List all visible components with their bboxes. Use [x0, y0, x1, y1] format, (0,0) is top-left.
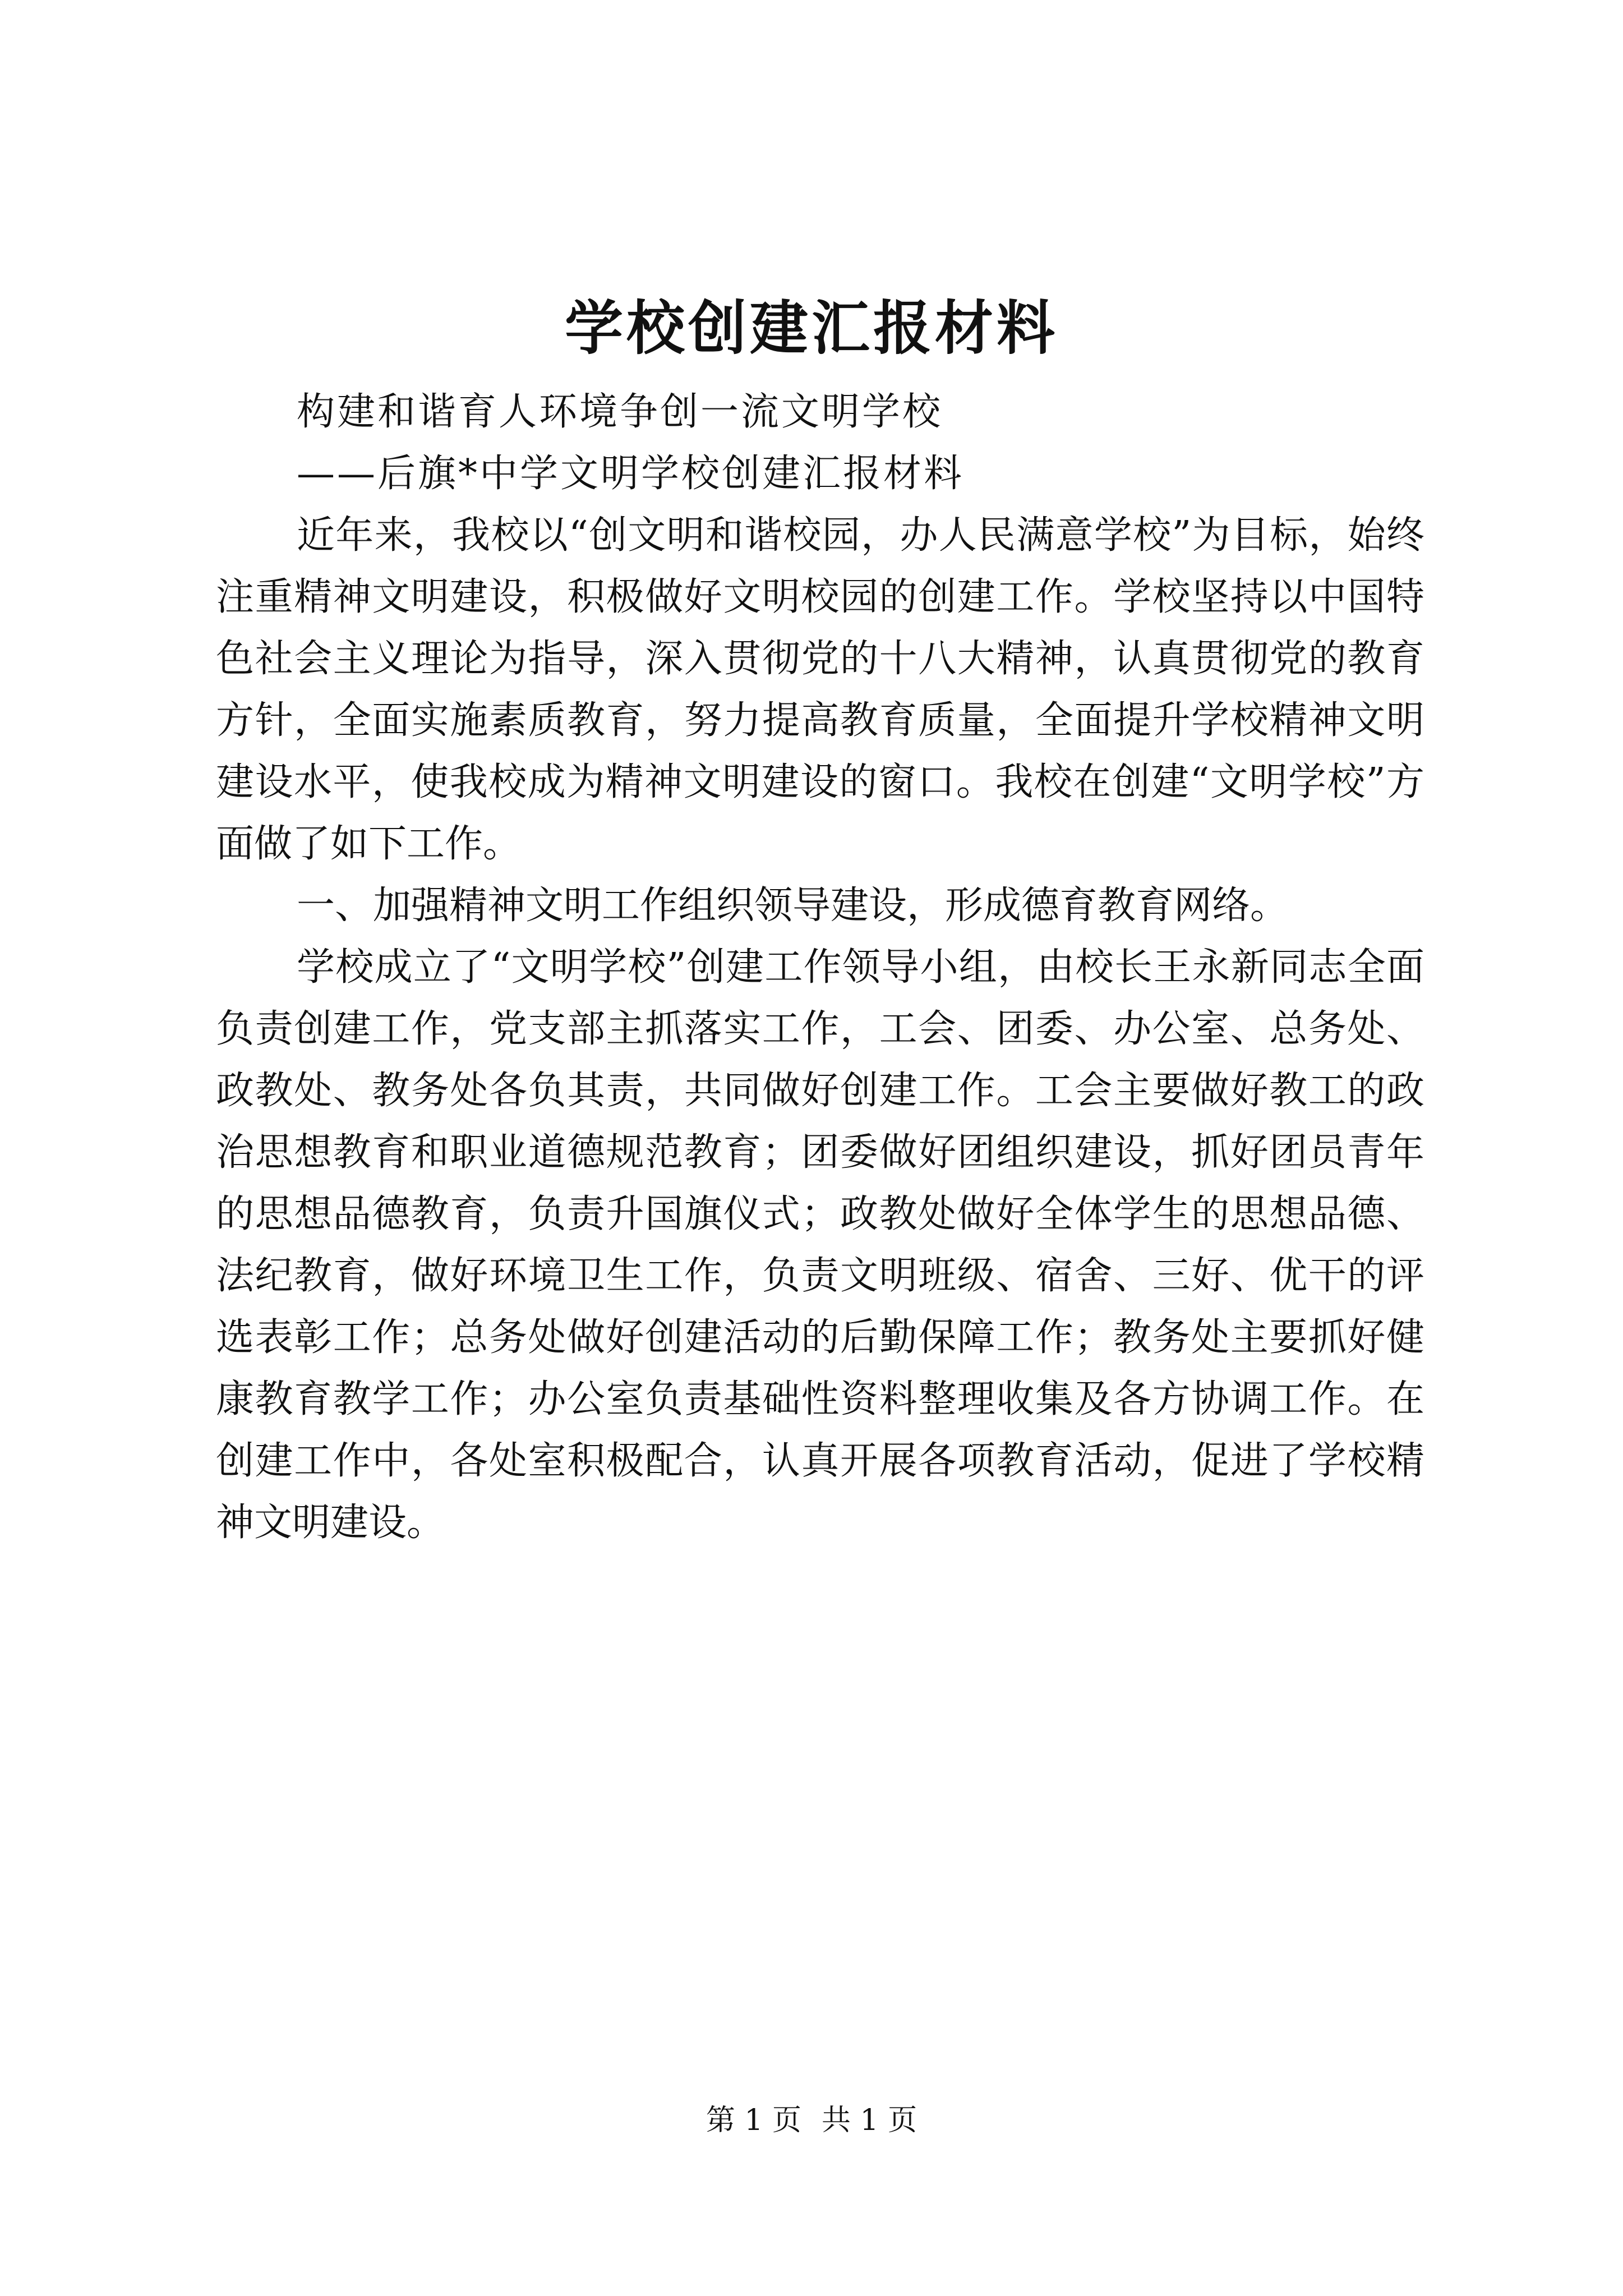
section-heading: 一、加强精神文明工作组织领导建设，形成德育教育网络。: [297, 884, 1289, 928]
page-number: 第 1 页: [706, 2104, 801, 2137]
page-footer: [0, 2101, 1623, 2140]
page-total: 共 1 页: [822, 2104, 917, 2137]
document-title: 学校创建汇报材料: [564, 293, 1058, 362]
body-paragraph: 学校成立了“文明学校”创建工作领导小组，由校长王永新同志全面负责创建工作，党支部主抓落实工作，工会、团委、办公室、总务处、政教处、教务处各负其责，共同做好创建工作。工会主要做好教工的政治思想教育和职业道德规范教育；团委做好团组织建设，抓好团员青年的思想品德教育，负责升国旗仪式；政教处做好全体学生的思想品德、法纪教育，做好环境卫生工作，负责文明班级、宿舍、三好、优干的评选表彰工作；总务处做好创建活动的后勤保障工作；教务处主要抓好健康教育教学工作；办公室负责基础性资料整理收集及各方协调工作。在创建工作中，各处室积极配合，认真开展各项教育活动，促进了学校精神文明建设。: [216, 945, 1424, 1545]
document-subtitle: 构建和谐育人环境争创一流文明学校: [297, 390, 943, 434]
document-body: [216, 381, 1424, 1554]
document-subtitle-2: ——后旗*中学文明学校创建汇报材料: [297, 452, 965, 496]
body-paragraph: 近年来，我校以“创文明和谐校园，办人民满意学校”为目标，始终注重精神文明建设，积极做好文明校园的创建工作。学校坚持以中国特色社会主义理论为指导，深入贯彻党的十八大精神，认真贯彻党的教育方针，全面实施素质教育，努力提高教育质量，全面提升学校精神文明建设水平，使我校成为精神文明建设的窗口。我校在创建“文明学校”方面做了如下工作。: [216, 513, 1424, 866]
